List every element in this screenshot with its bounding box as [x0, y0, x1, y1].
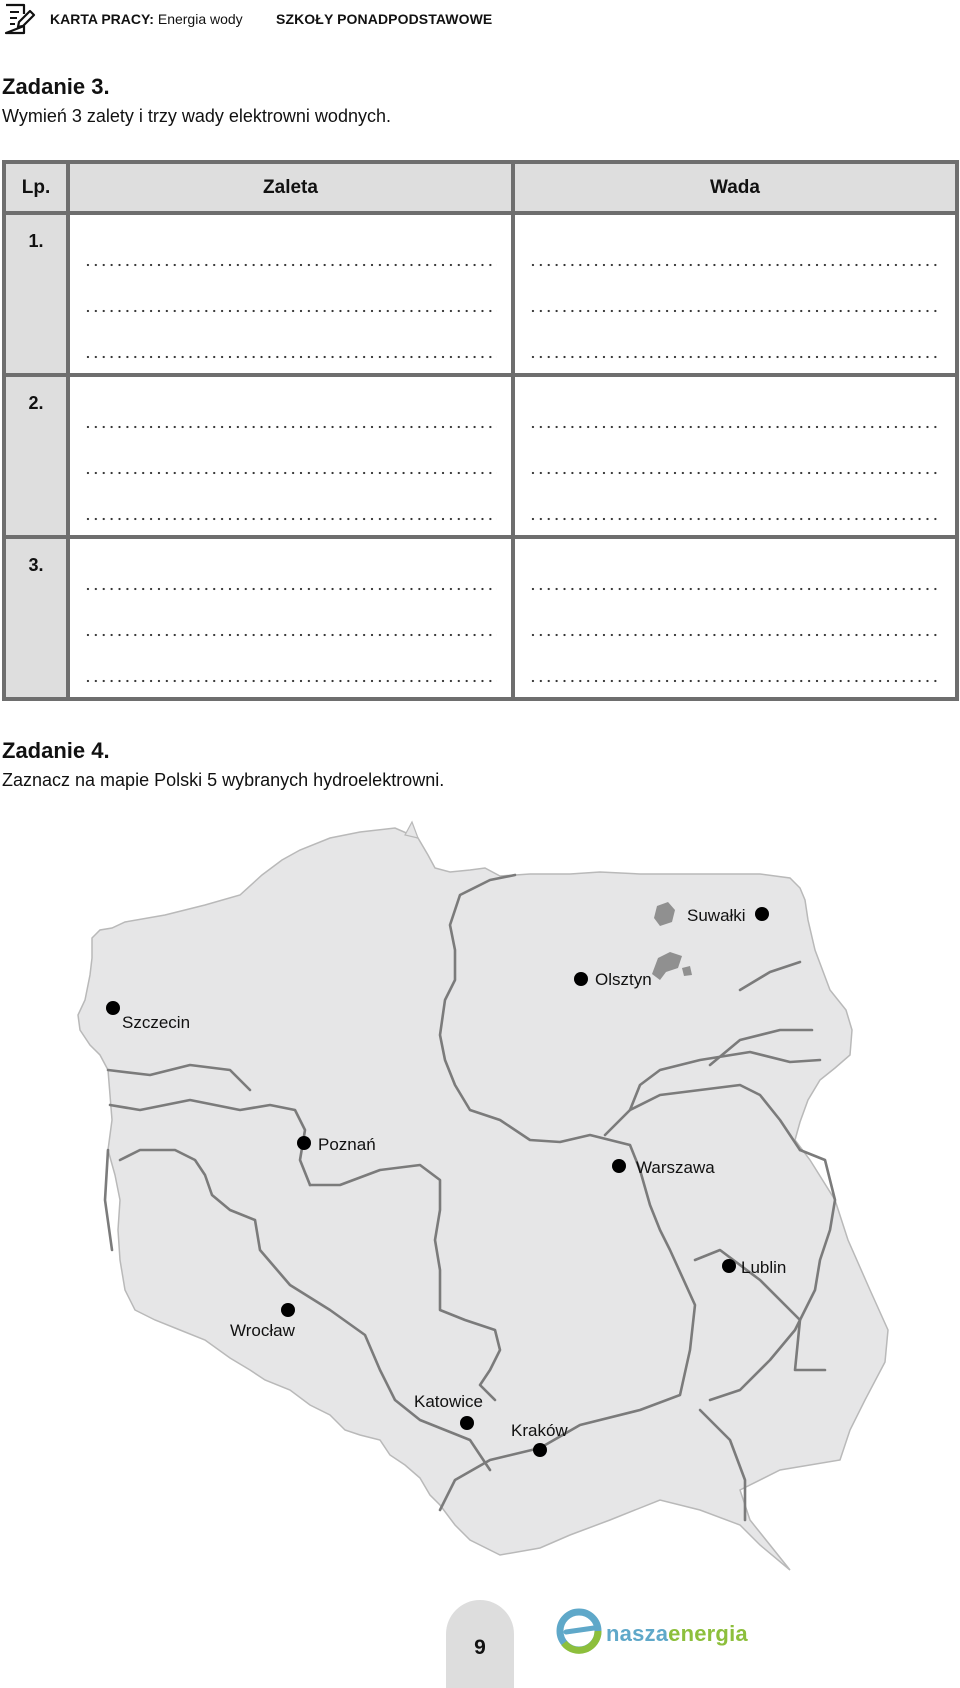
- hel-peninsula: [405, 822, 418, 838]
- table-header-row: [4, 162, 957, 213]
- logo-part-nasza: nasza: [606, 1621, 669, 1646]
- row-number: 1.: [4, 213, 68, 375]
- svg-text:Warszawa: Warszawa: [636, 1158, 715, 1177]
- poland-map[interactable]: [0, 820, 960, 1580]
- table-row: [4, 375, 957, 537]
- table-row: [4, 537, 957, 699]
- svg-text:Katowice: Katowice: [414, 1392, 483, 1411]
- svg-text:Lublin: Lublin: [741, 1258, 787, 1277]
- column-header-lp: Lp.: [4, 162, 68, 213]
- disadvantage-answer-field[interactable]: [513, 375, 957, 537]
- worksheet-topic: Energia wody: [153, 11, 243, 27]
- svg-text:Suwałki: Suwałki: [687, 906, 746, 925]
- page-header: [0, 0, 960, 42]
- naszaenergia-logo: [554, 1604, 754, 1660]
- task3-title: Zadanie 3.: [2, 74, 110, 99]
- svg-text:Szczecin: Szczecin: [122, 1013, 191, 1032]
- logo-part-energia: energia: [668, 1621, 748, 1646]
- advantage-answer-field[interactable]: [68, 213, 513, 375]
- svg-text:Olsztyn: Olsztyn: [595, 970, 652, 989]
- task4-title: Zadanie 4.: [2, 738, 110, 763]
- row-number: 3.: [4, 537, 68, 699]
- school-level: SZKOŁY PONADPODSTAWOWE: [276, 11, 493, 27]
- disadvantage-answer-field[interactable]: [513, 537, 957, 699]
- disadvantage-answer-field[interactable]: [513, 213, 957, 375]
- advantage-answer-field[interactable]: [68, 375, 513, 537]
- table-row: [4, 213, 957, 375]
- column-header-advantage: Zaleta: [68, 162, 513, 213]
- worksheet-pencil-icon: [2, 2, 36, 36]
- svg-text:Poznań: Poznań: [318, 1135, 376, 1154]
- page-number-tab: [446, 1600, 514, 1688]
- task3-description: Wymień 3 zalety i trzy wady elektrowni wodnych.: [2, 106, 391, 126]
- worksheet-label-bold: KARTA PRACY:: [50, 11, 154, 27]
- logo-wordmark: [606, 1621, 748, 1647]
- advantage-answer-field[interactable]: [68, 537, 513, 699]
- logo-e-icon: [554, 1606, 604, 1656]
- worksheet-label: [50, 11, 243, 27]
- svg-text:Kraków: Kraków: [511, 1421, 568, 1440]
- page-number: 9: [474, 1636, 486, 1659]
- row-number: 2.: [4, 375, 68, 537]
- pros-cons-table: [2, 160, 959, 700]
- task4-description: Zaznacz na mapie Polski 5 wybranych hydroelektrowni.: [2, 770, 445, 790]
- column-header-disadvantage: Wada: [513, 162, 957, 213]
- svg-text:Wrocław: Wrocław: [230, 1321, 295, 1340]
